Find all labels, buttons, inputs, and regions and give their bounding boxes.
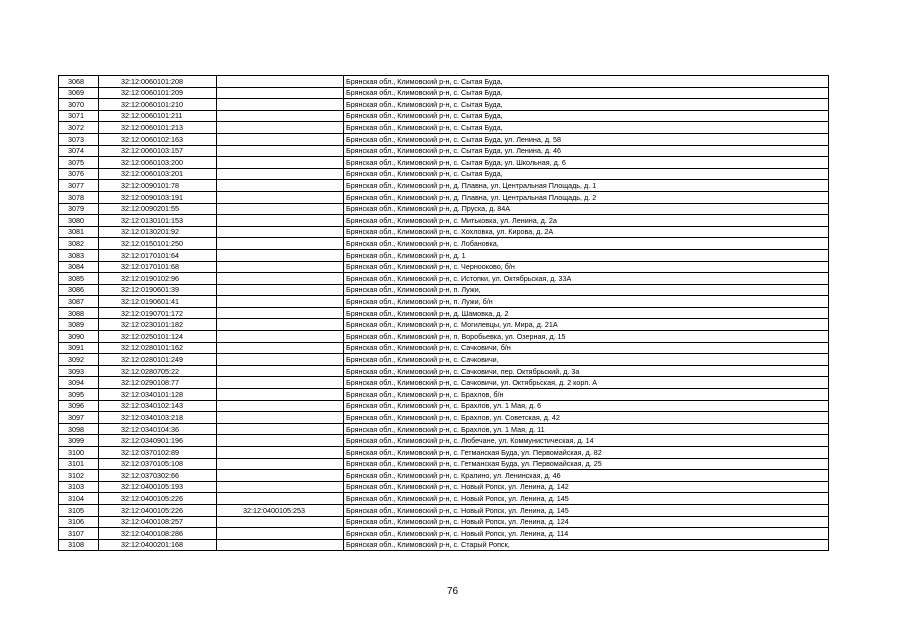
address-cell: Брянская обл., Климовский р-н, с. Могилевцы, ул. Мира, д. 21А (344, 319, 829, 331)
related-cadastral-number-cell (217, 493, 344, 505)
related-cadastral-number-cell (217, 435, 344, 447)
address-cell: Брянская обл., Климовский р-н, п. Воробьевка, ул. Озерная, д. 15 (344, 331, 829, 343)
table-row (59, 307, 829, 319)
row-number-cell: 3106 (59, 516, 99, 528)
address-cell: Брянская обл., Климовский р-н, п. Лужи, (344, 284, 829, 296)
table-row (59, 215, 829, 227)
related-cadastral-number-cell (217, 319, 344, 331)
cadastral-number-cell: 32:12:0290108:77 (99, 377, 217, 389)
cadastral-number-cell: 32:12:0060101:208 (99, 76, 217, 88)
related-cadastral-number-cell (217, 203, 344, 215)
row-number-cell: 3083 (59, 249, 99, 261)
related-cadastral-number-cell (217, 307, 344, 319)
related-cadastral-number-cell (217, 296, 344, 308)
address-cell: Брянская обл., Климовский р-н, с. Сачковичи, (344, 354, 829, 366)
cadastral-number-cell: 32:12:0250101:124 (99, 331, 217, 343)
address-cell: Брянская обл., Климовский р-н, д. Шамовка, д. 2 (344, 307, 829, 319)
cadastral-number-cell: 32:12:0090101:78 (99, 180, 217, 192)
related-cadastral-number-cell: 32:12:0400105:253 (217, 504, 344, 516)
table-row (59, 145, 829, 157)
table-row (59, 238, 829, 250)
address-cell: Брянская обл., Климовский р-н, с. Новый Ропск, ул. Ленина, д. 114 (344, 528, 829, 540)
address-cell: Брянская обл., Климовский р-н, с. Сытая Буда, (344, 122, 829, 134)
related-cadastral-number-cell (217, 99, 344, 111)
row-number-cell: 3088 (59, 307, 99, 319)
address-cell: Брянская обл., Климовский р-н, с. Хохловка, ул. Кирова, д. 2А (344, 226, 829, 238)
table-row (59, 412, 829, 424)
row-number-cell: 3068 (59, 76, 99, 88)
related-cadastral-number-cell (217, 273, 344, 285)
related-cadastral-number-cell (217, 342, 344, 354)
address-cell: Брянская обл., Климовский р-н, с. Брахлов, ул. 1 Мая, д. 6 (344, 400, 829, 412)
related-cadastral-number-cell (217, 539, 344, 551)
row-number-cell: 3091 (59, 342, 99, 354)
cadastral-number-cell: 32:12:0400108:286 (99, 528, 217, 540)
row-number-cell: 3085 (59, 273, 99, 285)
cadastral-number-cell: 32:12:0400108:257 (99, 516, 217, 528)
table-row (59, 133, 829, 145)
table-row (59, 516, 829, 528)
related-cadastral-number-cell (217, 400, 344, 412)
address-cell: Брянская обл., Климовский р-н, с. Сачковичи, б/н (344, 342, 829, 354)
row-number-cell: 3079 (59, 203, 99, 215)
row-number-cell: 3081 (59, 226, 99, 238)
address-cell: Брянская обл., Климовский р-н, с. Сытая Буда, ул. Ленина, д. 46 (344, 145, 829, 157)
address-cell: Брянская обл., Климовский р-н, с. Брахлов, ул. Советская, д. 42 (344, 412, 829, 424)
address-cell: Брянская обл., Климовский р-н, с. Сачковичи, ул. Октябрьская, д. 2 корп. А (344, 377, 829, 389)
row-number-cell: 3094 (59, 377, 99, 389)
cadastral-number-cell: 32:12:0190601:41 (99, 296, 217, 308)
related-cadastral-number-cell (217, 516, 344, 528)
table-row (59, 122, 829, 134)
cadastral-number-cell: 32:12:0280705:22 (99, 365, 217, 377)
address-cell: Брянская обл., Климовский р-н, с. Новый Ропск, ул. Ленина, д. 142 (344, 481, 829, 493)
table-row (59, 249, 829, 261)
related-cadastral-number-cell (217, 481, 344, 493)
cadastral-number-cell: 32:12:0190601:39 (99, 284, 217, 296)
related-cadastral-number-cell (217, 157, 344, 169)
related-cadastral-number-cell (217, 412, 344, 424)
related-cadastral-number-cell (217, 261, 344, 273)
address-cell: Брянская обл., Климовский р-н, п. Лужи, б/н (344, 296, 829, 308)
row-number-cell: 3092 (59, 354, 99, 366)
address-cell: Брянская обл., Климовский р-н, с. Сытая Буда, (344, 168, 829, 180)
address-cell: Брянская обл., Климовский р-н, с. Сытая Буда, ул. Школьная, д. 6 (344, 157, 829, 169)
table-row (59, 493, 829, 505)
cadastral-number-cell: 32:12:0090103:191 (99, 191, 217, 203)
row-number-cell: 3099 (59, 435, 99, 447)
table-row (59, 354, 829, 366)
address-cell: Брянская обл., Климовский р-н, с. Лобановка, (344, 238, 829, 250)
cadastral-number-cell: 32:12:0170101:68 (99, 261, 217, 273)
registry-table-body (59, 76, 829, 551)
row-number-cell: 3082 (59, 238, 99, 250)
table-row (59, 342, 829, 354)
cadastral-number-cell: 32:12:0280101:249 (99, 354, 217, 366)
related-cadastral-number-cell (217, 423, 344, 435)
address-cell: Брянская обл., Климовский р-н, д. Пруска, д. 84А (344, 203, 829, 215)
row-number-cell: 3105 (59, 504, 99, 516)
table-row (59, 435, 829, 447)
row-number-cell: 3073 (59, 133, 99, 145)
cadastral-number-cell: 32:12:0190102:96 (99, 273, 217, 285)
related-cadastral-number-cell (217, 458, 344, 470)
related-cadastral-number-cell (217, 377, 344, 389)
cadastral-number-cell: 32:12:0340102:143 (99, 400, 217, 412)
table-row (59, 168, 829, 180)
address-cell: Брянская обл., Климовский р-н, с. Новый Ропск, ул. Ленина, д. 145 (344, 493, 829, 505)
table-row (59, 377, 829, 389)
cadastral-number-cell: 32:12:0400105:226 (99, 493, 217, 505)
row-number-cell: 3107 (59, 528, 99, 540)
address-cell: Брянская обл., Климовский р-н, с. Сытая Буда, (344, 76, 829, 88)
related-cadastral-number-cell (217, 470, 344, 482)
cadastral-number-cell: 32:12:0340104:36 (99, 423, 217, 435)
row-number-cell: 3096 (59, 400, 99, 412)
table-row (59, 389, 829, 401)
cadastral-number-cell: 32:12:0150101:250 (99, 238, 217, 250)
cadastral-number-cell: 32:12:0130201:92 (99, 226, 217, 238)
address-cell: Брянская обл., Климовский р-н, с. Любечане, ул. Коммунистическая, д. 14 (344, 435, 829, 447)
table-row (59, 157, 829, 169)
cadastral-number-cell: 32:12:0190701:172 (99, 307, 217, 319)
table-row (59, 504, 829, 516)
address-cell: Брянская обл., Климовский р-н, д. 1 (344, 249, 829, 261)
related-cadastral-number-cell (217, 168, 344, 180)
table-row (59, 296, 829, 308)
table-row (59, 226, 829, 238)
cadastral-number-cell: 32:12:0400105:226 (99, 504, 217, 516)
row-number-cell: 3089 (59, 319, 99, 331)
related-cadastral-number-cell (217, 145, 344, 157)
cadastral-number-cell: 32:12:0060103:157 (99, 145, 217, 157)
address-cell: Брянская обл., Климовский р-н, с. Сытая Буда, (344, 110, 829, 122)
table-row (59, 470, 829, 482)
row-number-cell: 3097 (59, 412, 99, 424)
row-number-cell: 3070 (59, 99, 99, 111)
table-row (59, 539, 829, 551)
row-number-cell: 3086 (59, 284, 99, 296)
row-number-cell: 3090 (59, 331, 99, 343)
row-number-cell: 3076 (59, 168, 99, 180)
related-cadastral-number-cell (217, 238, 344, 250)
row-number-cell: 3074 (59, 145, 99, 157)
address-cell: Брянская обл., Климовский р-н, с. Гетманская Буда, ул. Первомайская, д. 25 (344, 458, 829, 470)
related-cadastral-number-cell (217, 528, 344, 540)
row-number-cell: 3084 (59, 261, 99, 273)
cadastral-number-cell: 32:12:0060103:201 (99, 168, 217, 180)
related-cadastral-number-cell (217, 133, 344, 145)
table-row (59, 110, 829, 122)
row-number-cell: 3101 (59, 458, 99, 470)
row-number-cell: 3095 (59, 389, 99, 401)
row-number-cell: 3087 (59, 296, 99, 308)
table-row (59, 423, 829, 435)
address-cell: Брянская обл., Климовский р-н, с. Чернооково, б/н (344, 261, 829, 273)
cadastral-number-cell: 32:12:0060103:200 (99, 157, 217, 169)
row-number-cell: 3098 (59, 423, 99, 435)
registry-table (58, 75, 829, 551)
table-row (59, 319, 829, 331)
page-number: 76 (446, 586, 459, 597)
cadastral-number-cell: 32:12:0170101:64 (99, 249, 217, 261)
related-cadastral-number-cell (217, 226, 344, 238)
row-number-cell: 3104 (59, 493, 99, 505)
row-number-cell: 3093 (59, 365, 99, 377)
related-cadastral-number-cell (217, 447, 344, 459)
address-cell: Брянская обл., Климовский р-н, с. Сытая Буда, (344, 87, 829, 99)
row-number-cell: 3071 (59, 110, 99, 122)
table-row (59, 180, 829, 192)
row-number-cell: 3072 (59, 122, 99, 134)
table-row (59, 284, 829, 296)
table-row (59, 400, 829, 412)
related-cadastral-number-cell (217, 180, 344, 192)
related-cadastral-number-cell (217, 87, 344, 99)
address-cell: Брянская обл., Климовский р-н, с. Истопки, ул. Октябрьская, д. 33А (344, 273, 829, 285)
cadastral-number-cell: 32:12:0400105:193 (99, 481, 217, 493)
table-row (59, 87, 829, 99)
cadastral-number-cell: 32:12:0370302:66 (99, 470, 217, 482)
row-number-cell: 3077 (59, 180, 99, 192)
row-number-cell: 3103 (59, 481, 99, 493)
table-row (59, 447, 829, 459)
related-cadastral-number-cell (217, 389, 344, 401)
related-cadastral-number-cell (217, 191, 344, 203)
row-number-cell: 3078 (59, 191, 99, 203)
row-number-cell: 3108 (59, 539, 99, 551)
cadastral-number-cell: 32:12:0400201:168 (99, 539, 217, 551)
table-row (59, 481, 829, 493)
address-cell: Брянская обл., Климовский р-н, д. Плавна, ул. Центральная Площадь, д. 2 (344, 191, 829, 203)
cadastral-number-cell: 32:12:0370105:108 (99, 458, 217, 470)
table-row (59, 273, 829, 285)
related-cadastral-number-cell (217, 365, 344, 377)
table-row (59, 203, 829, 215)
address-cell: Брянская обл., Климовский р-н, с. Кралино, ул. Ленинская, д. 46 (344, 470, 829, 482)
address-cell: Брянская обл., Климовский р-н, с. Брахлов, б/н (344, 389, 829, 401)
cadastral-number-cell: 32:12:0060101:213 (99, 122, 217, 134)
cadastral-number-cell: 32:12:0230101:182 (99, 319, 217, 331)
table-row (59, 331, 829, 343)
cadastral-number-cell: 32:12:0340101:128 (99, 389, 217, 401)
row-number-cell: 3075 (59, 157, 99, 169)
related-cadastral-number-cell (217, 249, 344, 261)
address-cell: Брянская обл., Климовский р-н, с. Старый Ропск, (344, 539, 829, 551)
cadastral-number-cell: 32:12:0060102:163 (99, 133, 217, 145)
row-number-cell: 3080 (59, 215, 99, 227)
table-row (59, 191, 829, 203)
address-cell: Брянская обл., Климовский р-н, с. Митьковка, ул. Ленина, д. 2а (344, 215, 829, 227)
address-cell: Брянская обл., Климовский р-н, с. Брахлов, ул. 1 Мая, д. 11 (344, 423, 829, 435)
related-cadastral-number-cell (217, 354, 344, 366)
address-cell: Брянская обл., Климовский р-н, с. Новый Ропск, ул. Ленина, д. 145 (344, 504, 829, 516)
table-row (59, 76, 829, 88)
address-cell: Брянская обл., Климовский р-н, с. Сытая Буда, (344, 99, 829, 111)
row-number-cell: 3100 (59, 447, 99, 459)
related-cadastral-number-cell (217, 331, 344, 343)
address-cell: Брянская обл., Климовский р-н, с. Сачковичи, пер. Октябрьский, д. 3а (344, 365, 829, 377)
row-number-cell: 3102 (59, 470, 99, 482)
cadastral-number-cell: 32:12:0060101:210 (99, 99, 217, 111)
related-cadastral-number-cell (217, 122, 344, 134)
related-cadastral-number-cell (217, 284, 344, 296)
table-row (59, 261, 829, 273)
cadastral-number-cell: 32:12:0130101:153 (99, 215, 217, 227)
related-cadastral-number-cell (217, 76, 344, 88)
related-cadastral-number-cell (217, 110, 344, 122)
address-cell: Брянская обл., Климовский р-н, с. Новый Ропск, ул. Ленина, д. 124 (344, 516, 829, 528)
address-cell: Брянская обл., Климовский р-н, с. Сытая Буда, ул. Ленина, д. 58 (344, 133, 829, 145)
table-row (59, 528, 829, 540)
table-row (59, 365, 829, 377)
related-cadastral-number-cell (217, 215, 344, 227)
cadastral-number-cell: 32:12:0090201:55 (99, 203, 217, 215)
table-row (59, 458, 829, 470)
address-cell: Брянская обл., Климовский р-н, с. Гетманская Буда, ул. Первомайская, д. 82 (344, 447, 829, 459)
table-row (59, 99, 829, 111)
cadastral-number-cell: 32:12:0340901:196 (99, 435, 217, 447)
cadastral-number-cell: 32:12:0370102:89 (99, 447, 217, 459)
cadastral-number-cell: 32:12:0280101:162 (99, 342, 217, 354)
cadastral-number-cell: 32:12:0340103:218 (99, 412, 217, 424)
row-number-cell: 3069 (59, 87, 99, 99)
cadastral-number-cell: 32:12:0060101:211 (99, 110, 217, 122)
cadastral-number-cell: 32:12:0060101:209 (99, 87, 217, 99)
address-cell: Брянская обл., Климовский р-н, д. Плавна, ул. Центральная Площадь, д. 1 (344, 180, 829, 192)
